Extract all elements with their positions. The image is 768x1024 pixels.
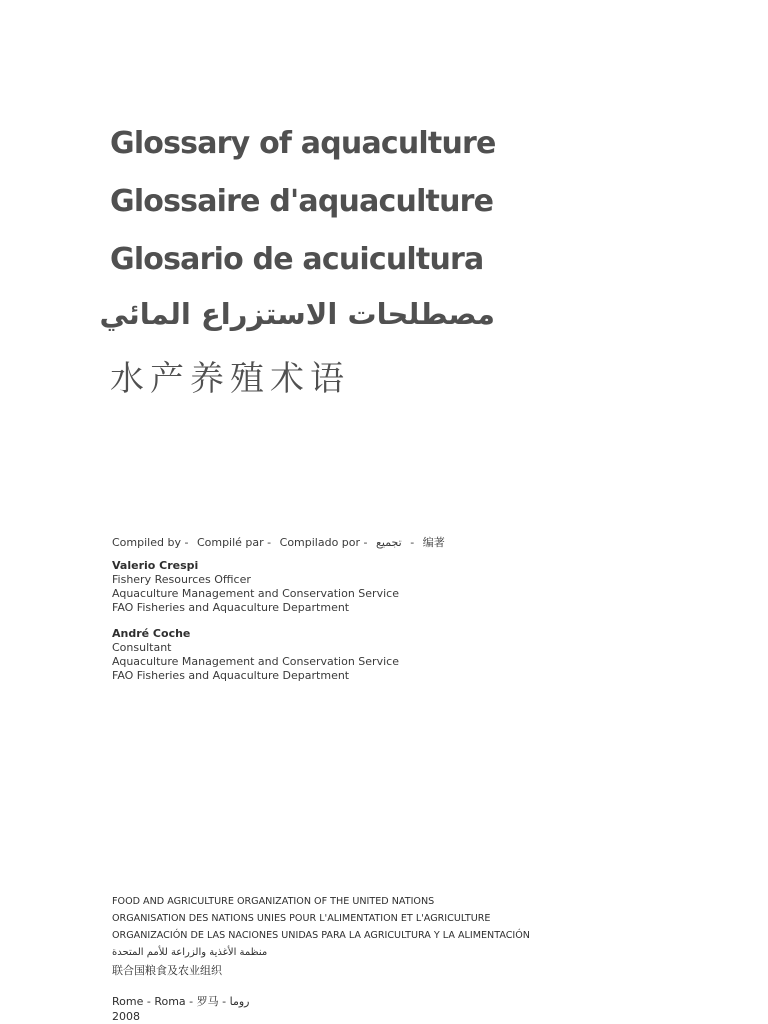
author-department: FAO Fisheries and Aquaculture Department bbox=[112, 601, 350, 614]
compiled-by-line bbox=[112, 536, 532, 550]
compiled-by-arabic: تجميع bbox=[376, 536, 402, 549]
author-service: Aquaculture Management and Conservation Service bbox=[112, 655, 399, 668]
city-separator: - bbox=[222, 995, 227, 1008]
publication-place bbox=[112, 994, 249, 1024]
publisher-block bbox=[112, 893, 532, 979]
organization-chinese: 联合国粮食及农业组织 bbox=[112, 964, 222, 977]
title-spanish: Glosario de acuicultura bbox=[110, 242, 484, 277]
title-chinese: 水产养殖术语 bbox=[110, 359, 350, 399]
title-english: Glossary of aquaculture bbox=[110, 126, 496, 161]
author-name: Valerio Crespi bbox=[112, 559, 199, 572]
organization-english: FOOD AND AGRICULTURE ORGANIZATION OF THE UNITED NATIONS bbox=[112, 896, 435, 907]
author-block bbox=[112, 559, 532, 615]
organization-french: ORGANISATION DES NATIONS UNIES POUR L'ALIMENTATION ET L'AGRICULTURE bbox=[112, 913, 491, 924]
publication-city-line bbox=[112, 994, 249, 1009]
publication-year: 2008 bbox=[112, 1010, 140, 1023]
title-block bbox=[99, 120, 510, 404]
author-department: FAO Fisheries and Aquaculture Department bbox=[112, 669, 350, 682]
compiled-by-english: Compiled by - bbox=[112, 536, 189, 549]
compiled-by-chinese: 编著 bbox=[422, 536, 445, 549]
author-block bbox=[112, 627, 532, 683]
compiled-by-french: Compilé par - bbox=[196, 536, 272, 549]
author-role: Consultant bbox=[112, 641, 172, 654]
compiled-by-separator: - bbox=[410, 536, 415, 549]
organization-arabic: منظمة الأغذية والزراعة للأمم المتحدة bbox=[112, 947, 268, 958]
author-service: Aquaculture Management and Conservation Service bbox=[112, 587, 399, 600]
title-arabic: مصطلحات الاستزراع المائي bbox=[99, 297, 495, 331]
compiled-by-spanish: Compilado por - bbox=[279, 536, 368, 549]
city-names: Rome - Roma - bbox=[112, 995, 194, 1008]
organization-spanish: ORGANIZACIÓN DE LAS NACIONES UNIDAS PARA LA AGRICULTURA Y LA ALIMENTACIÓN bbox=[112, 930, 530, 941]
title-french: Glossaire d'aquaculture bbox=[110, 184, 494, 219]
author-name: André Coche bbox=[112, 627, 191, 640]
author-role: Fishery Resources Officer bbox=[112, 573, 251, 586]
credits-block bbox=[112, 536, 532, 695]
city-arabic: روما bbox=[229, 995, 250, 1008]
city-chinese: 罗马 bbox=[196, 995, 219, 1008]
